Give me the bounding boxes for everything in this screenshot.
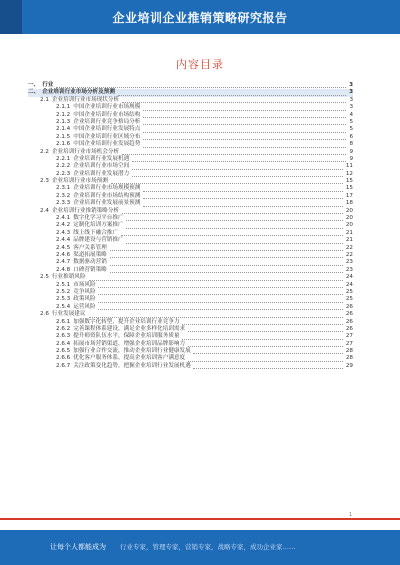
toc-entry-title: 中国企业培训行业市场结构 [73,111,141,118]
toc-entry-number: 二、 [28,89,40,96]
toc-entry-number: 2.5.2 [56,288,71,295]
toc-leader-dots [143,139,346,140]
toc-entry-number: 2.4.4 [56,237,71,244]
toc-leader-dots [98,287,343,288]
toc-entry-page: 27 [345,340,353,347]
toc-leader-dots [126,243,343,244]
toc-entry-number: 2.1.6 [56,141,71,148]
toc-entry-number: 2.3 [40,178,49,185]
toc-entry-number: 2.4.7 [56,259,71,266]
toc-entry-title: 企业培训行业竞争格局分析 [73,118,141,125]
toc-heading: 内容目录 [176,58,224,71]
toc-entry-page: 17 [345,192,353,199]
toc-entry-page: 15 [345,178,353,185]
toc-entry-title: 企业培训行业发展前景预测 [73,200,141,207]
toc-entry-page: 24 [345,274,353,281]
toc-entry-page: 5 [349,126,353,133]
toc-entry-page: 6 [349,133,353,140]
toc-entry-title: 加强数字化转型，提升企业培训行业竞争力 [73,318,180,325]
toc-entry-title: 企业培训行业市场预测 [51,178,108,185]
report-title: 企业培训企业推销策略研究报告 [112,11,288,25]
toc-entry-title: 中国企业培训行业区域分布 [73,133,141,140]
toc-leader-dots [132,161,346,162]
toc-entry-page: 22 [345,251,353,258]
toc-entry[interactable] [28,355,353,362]
toc-leader-dots [122,213,343,214]
toc-leader-dots [122,102,346,103]
toc-leader-dots [193,353,343,354]
toc-entry-number: 2.5 [40,274,49,281]
toc-entry[interactable] [28,89,353,96]
toc-entry-number: 2.1.5 [56,133,71,140]
toc-entry-number: 2.2 [40,148,49,155]
toc-entry[interactable] [28,222,353,229]
toc-entry-number: 一、 [28,82,40,88]
toc-entry-number: 2.4.5 [56,244,71,251]
toc-leader-dots [193,368,343,369]
toc-entry-page: 26 [345,318,353,325]
toc-entry-title: 企业培训行业市场分析及预测 [42,89,115,96]
toc-entry[interactable] [28,311,353,318]
toc-leader-dots [188,346,343,347]
toc-leader-dots [143,147,346,148]
toc-entry-number: 2.4.3 [56,229,71,236]
toc-entry-title: 行业推销风险 [51,274,86,281]
toc-entry[interactable] [28,112,353,119]
toc-entry-number: 2.3.2 [56,192,71,199]
toc-entry-number: 2.1.1 [56,104,71,111]
toc-entry-page: 15 [345,185,353,192]
toc-leader-dots [143,206,343,207]
table-of-contents [28,82,353,370]
toc-entry[interactable] [28,149,353,156]
toc-entry-number: 2.6.6 [56,355,71,362]
toc-entry-page: 24 [345,281,353,288]
toc-entry[interactable] [28,200,353,207]
toc-entry-page: 8 [349,141,353,148]
toc-entry-title: 定制化培训方案推广 [73,222,124,229]
toc-entry-title: 企业培训行业发展机遇 [73,155,130,162]
toc-entry-title: 企业培训行业市场现状分析 [51,96,120,103]
toc-entry[interactable] [28,363,353,370]
toc-entry[interactable] [28,141,353,148]
toc-entry-title: 企业培训行业市场规模预测 [73,185,141,192]
toc-entry[interactable] [28,282,353,289]
toc-entry-page: 12 [345,170,353,177]
toc-entry-title: 关注政策变化趋势，把握企业培训行业发展机遇 [73,362,191,369]
toc-entry-number: 2.2.2 [56,163,71,170]
toc-leader-dots [110,250,343,251]
toc-leader-dots [143,132,346,133]
toc-entry[interactable] [28,126,353,133]
toc-entry-title: 拓展市场营销渠道，增强企业培训品牌影响力 [73,340,186,347]
toc-entry[interactable] [28,341,353,348]
toc-entry-page: 9 [349,155,353,162]
toc-entry-page: 20 [345,222,353,229]
toc-entry-number: 2.6.4 [56,340,71,347]
toc-entry-number: 2.4.2 [56,222,71,229]
toc-entry-page: 11 [345,163,353,170]
toc-leader-dots [111,183,343,184]
toc-entry-page: 25 [345,296,353,303]
toc-entry-title: 企业培训行业市场结构预测 [73,192,141,199]
toc-entry-number: 2.4 [40,207,49,214]
toc-entry-page: 23 [345,259,353,266]
toc-entry[interactable] [28,333,353,340]
toc-entry-number: 2.6.7 [56,362,71,369]
toc-leader-dots [143,198,343,199]
toc-entry-number: 2.2.3 [56,170,71,177]
toc-entry[interactable] [28,296,353,303]
toc-leader-dots [98,294,343,295]
toc-entry-page: 28 [345,348,353,355]
toc-entry-number: 2.5.1 [56,281,71,288]
toc-entry-page: 20 [345,215,353,222]
toc-entry-title: 口碑营销策略 [73,266,107,273]
page-number: 1 [348,512,352,518]
footer-tagline: 行业专家，管理专家，营销专家，战略专家，成功企业家…… [120,543,296,551]
toc-leader-dots [89,317,343,318]
toc-entry-page: 29 [345,362,353,369]
toc-entry-title: 行业发展建议 [51,311,86,318]
toc-entry-number: 2.6.3 [56,333,71,340]
toc-entry-page: 18 [345,200,353,207]
footer-slogan: 让每个人都能成为 [50,543,106,551]
toc-entry[interactable] [28,171,353,178]
toc-entry-title: 完善课程体系建设，满足企业多样化培训需求 [73,325,186,332]
toc-entry-page: 22 [345,244,353,251]
toc-entry-number: 2.6.1 [56,318,71,325]
toc-leader-dots [143,117,346,118]
toc-entry-title: 政策风险 [73,296,96,303]
toc-leader-dots [110,265,343,266]
toc-entry-number: 2.4.6 [56,251,71,258]
toc-entry-number: 2.1.4 [56,126,71,133]
toc-leader-dots [143,191,343,192]
toc-entry-number: 2.4.1 [56,215,71,222]
toc-entry-title: 线上线下融合推广 [73,229,118,236]
toc-leader-dots [126,220,343,221]
toc-entry-title: 企业培训行业市场机会分析 [51,148,120,155]
toc-entry-page: 23 [345,266,353,273]
toc-entry[interactable] [28,185,353,192]
toc-entry-page: 21 [345,229,353,236]
toc-entry-title: 运营风险 [73,303,96,310]
toc-entry-page: 3 [349,89,353,96]
toc-entry-title: 渠道拓展策略 [73,251,107,258]
toc-entry-title: 数字化学习平台推广 [73,215,124,222]
toc-entry-page: 26 [345,303,353,310]
toc-entry-number: 2.6 [40,311,49,318]
toc-entry[interactable] [28,304,353,311]
toc-entry-page: 26 [345,325,353,332]
toc-entry-number: 2.1.2 [56,111,71,118]
toc-entry-title: 提升师资队伍水平，保障企业培训服务质量 [73,333,180,340]
toc-entry-page: 3 [349,96,353,103]
toc-entry-number: 2.1.3 [56,118,71,125]
toc-entry-number: 2.6.5 [56,348,71,355]
header-bar [0,0,400,34]
toc-entry[interactable] [28,319,353,326]
toc-entry[interactable] [28,274,353,281]
toc-entry-title: 企业培训行业发展潜力 [73,170,130,177]
toc-entry-number: 2.5.4 [56,303,71,310]
toc-entry-title: 企业培训行业推销策略分析 [51,207,120,214]
toc-entry-page: 27 [345,333,353,340]
toc-leader-dots [188,331,343,332]
toc-entry-title: 加强行业合作交流，推动企业培训行业健康发展 [73,348,191,355]
toc-entry-title: 品牌建设与营销推广 [73,237,124,244]
toc-leader-dots [89,280,343,281]
toc-leader-dots [98,309,343,310]
toc-leader-dots [110,257,343,258]
toc-entry-page: 28 [345,355,353,362]
toc-entry-number: 2.1 [40,96,49,103]
toc-entry[interactable] [28,163,353,170]
toc-leader-dots [98,302,343,303]
toc-leader-dots [132,176,343,177]
toc-entry-number: 2.5.3 [56,296,71,303]
footer-divider [0,518,400,520]
toc-entry-title: 行业 [42,82,54,88]
toc-entry-page: 9 [349,148,353,155]
toc-leader-dots [110,272,343,273]
toc-entry-page: 5 [349,118,353,125]
toc-entry-page: 26 [345,311,353,318]
toc-entry[interactable] [28,104,353,111]
toc-entry-page: 25 [345,288,353,295]
toc-entry-title: 中国企业培训行业发展趋势 [73,141,141,148]
toc-leader-dots [143,110,346,111]
toc-entry-page: 4 [349,111,353,118]
toc-entry-title: 优化客户服务体系，提高企业培训客户满意度 [73,355,186,362]
toc-entry-page: 3 [349,104,353,111]
toc-leader-dots [188,361,343,362]
toc-entry-number: 2.3.1 [56,185,71,192]
toc-entry-page: 21 [345,237,353,244]
toc-leader-dots [182,339,343,340]
toc-entry-title: 数据驱动营销 [73,259,107,266]
toc-leader-dots [132,169,343,170]
toc-entry-page: 3 [349,82,353,88]
toc-entry[interactable] [28,259,353,266]
toc-leader-dots [143,124,346,125]
footer-bar [0,530,400,565]
toc-entry[interactable] [28,237,353,244]
toc-entry-title: 客户关系管理 [73,244,107,251]
toc-entry-title: 市场风险 [73,281,96,288]
toc-leader-dots [182,324,343,325]
toc-entry-title: 竞争风险 [73,288,96,295]
toc-entry[interactable] [28,245,353,252]
toc-leader-dots [126,228,343,229]
toc-entry-title: 企业培训行业市场空间 [73,163,130,170]
toc-entry-number: 2.4.8 [56,266,71,273]
toc-entry-title: 中国企业培训行业发展特点 [73,126,141,133]
toc-entry-number: 2.2.1 [56,155,71,162]
toc-entry-number: 2.3.3 [56,200,71,207]
toc-entry-title: 中国企业培训行业市场规模 [73,104,141,111]
toc-leader-dots [122,154,346,155]
toc-leader-dots [121,235,343,236]
toc-entry-number: 2.6.2 [56,325,71,332]
toc-leader-dots [118,95,346,96]
toc-entry-page: 20 [345,207,353,214]
toc-entry[interactable] [28,208,353,215]
